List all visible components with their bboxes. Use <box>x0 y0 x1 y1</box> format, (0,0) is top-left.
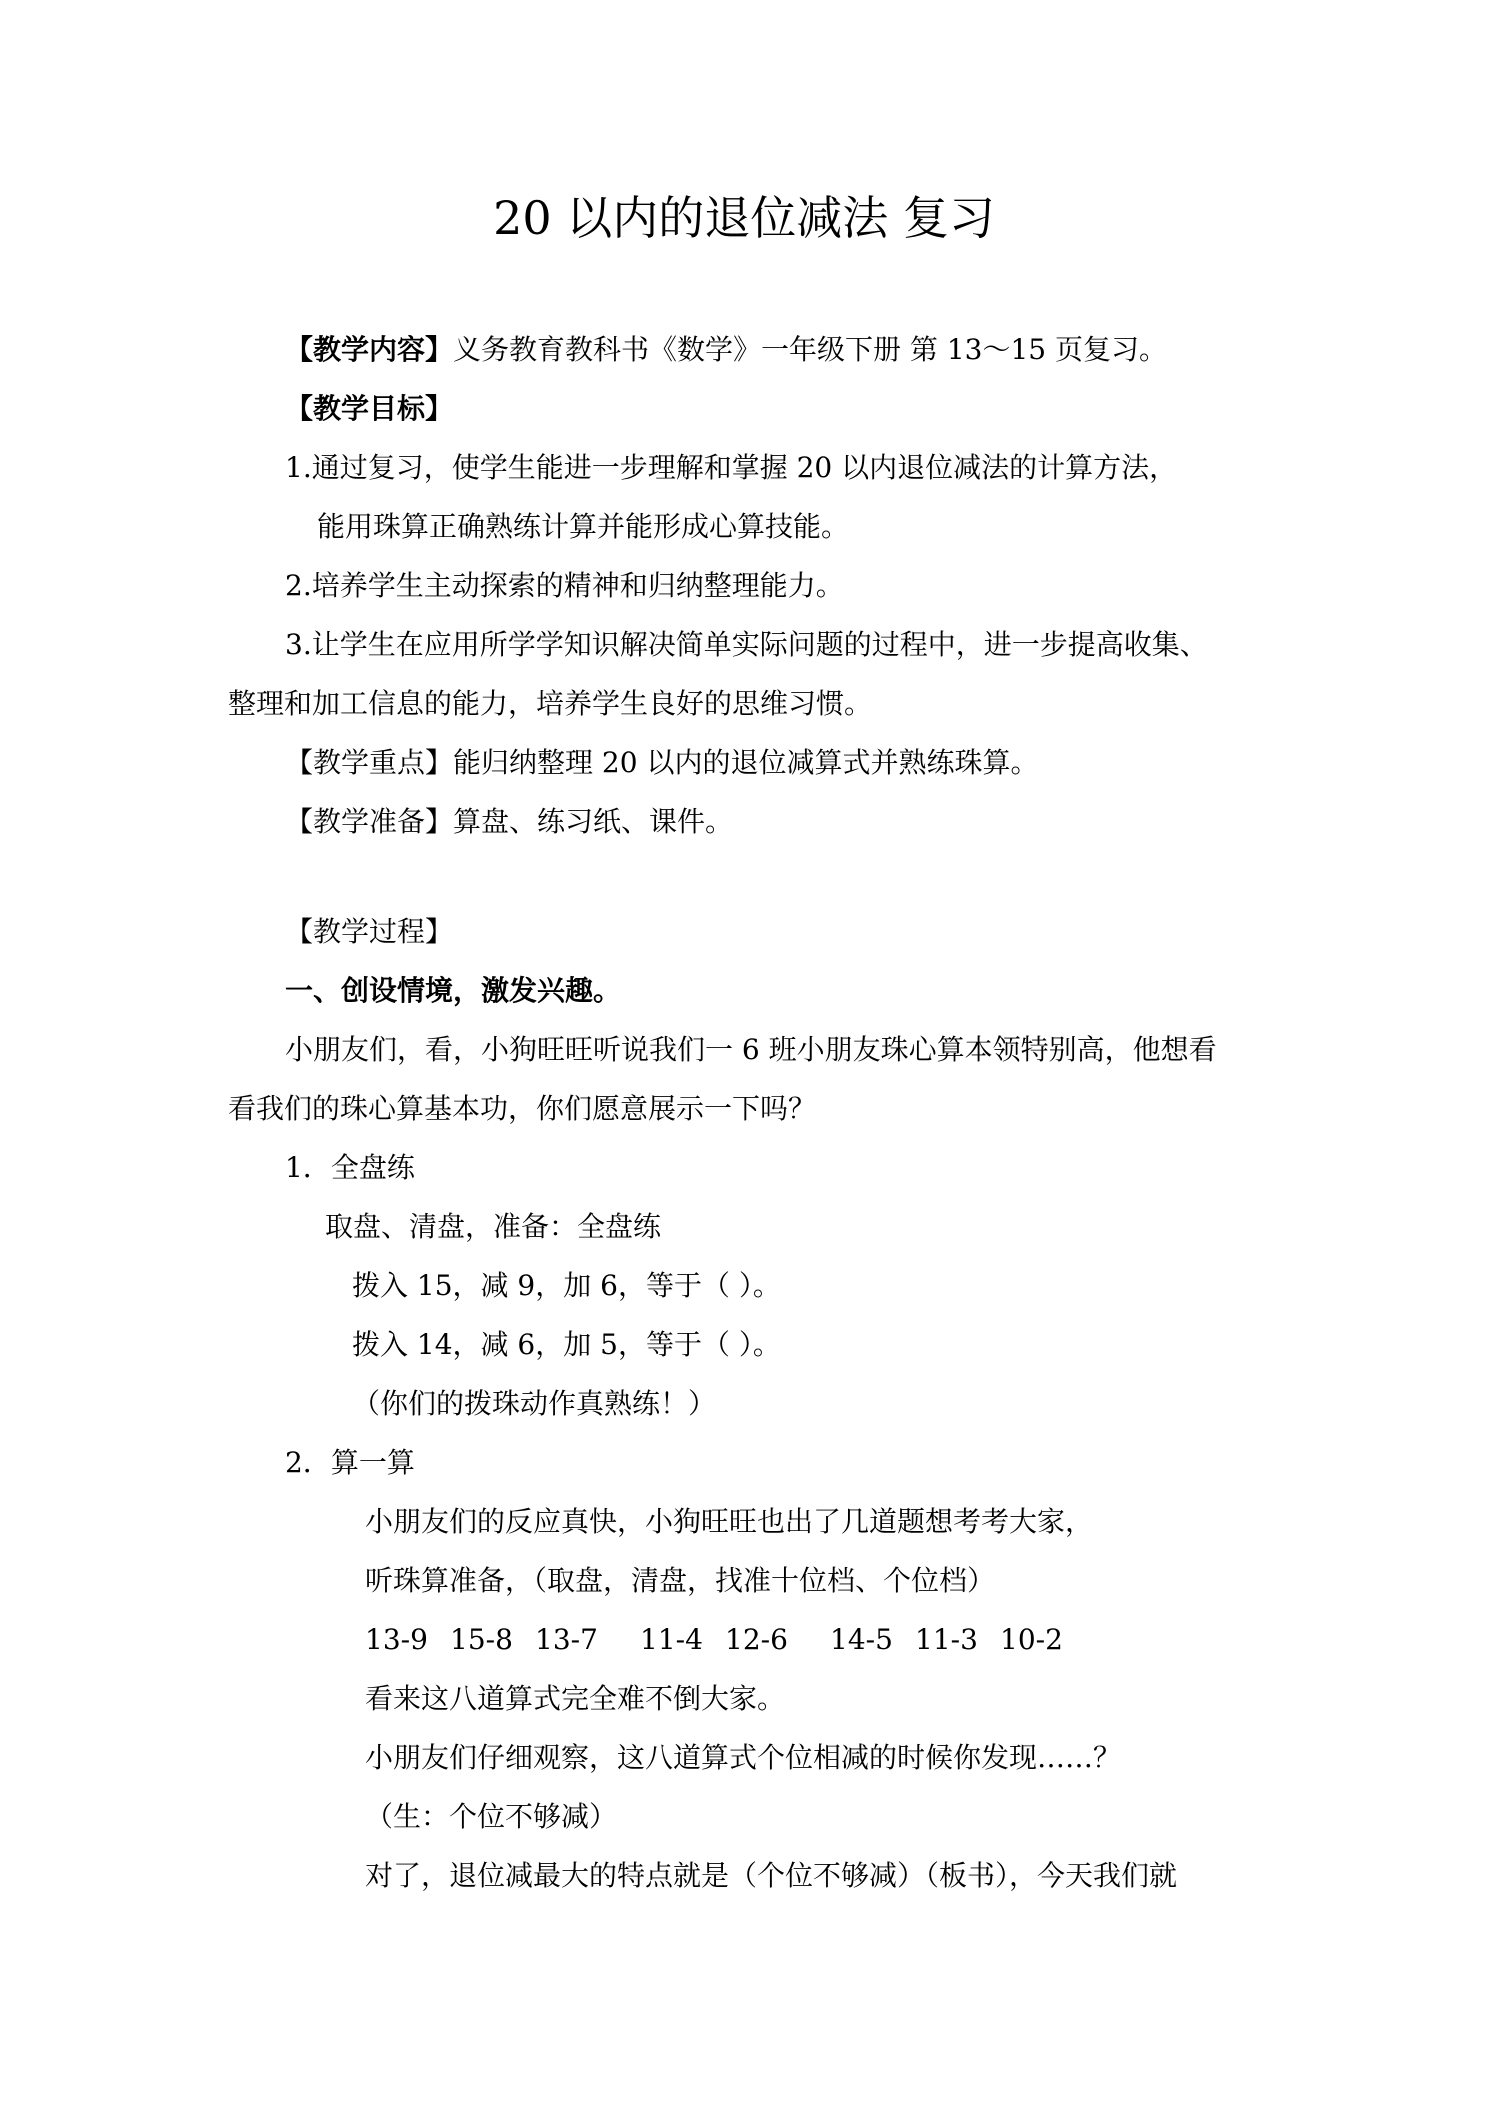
objective-3-line-1: 3.让学生在应用所学学知识解决简单实际问题的过程中，进一步提高收集、 <box>285 628 1208 661</box>
expression-item: 13-9 <box>365 1623 428 1656</box>
step-1-title: 1．全盘练 <box>285 1151 415 1184</box>
expression-item: 12-6 <box>725 1623 788 1656</box>
teaching-content-label: 【教学内容】 <box>285 333 454 366</box>
teaching-objectives-label: 【教学目标】 <box>285 392 454 425</box>
step-1-line-1: 取盘、清盘，准备：全盘练 <box>325 1210 662 1243</box>
objective-3-line-2: 整理和加工信息的能力，培养学生良好的思维习惯。 <box>228 687 873 720</box>
preparation-row <box>285 804 733 840</box>
expression-item: 13-7 <box>535 1623 598 1656</box>
section-1-heading: 一、创设情境，激发兴趣。 <box>285 974 622 1007</box>
step-2-line-2: 听珠算准备，（取盘，清盘，找准十位档、个位档） <box>365 1564 996 1597</box>
intro-line-2: 看我们的珠心算基本功，你们愿意展示一下吗？ <box>228 1092 817 1125</box>
intro-line-1: 小朋友们，看，小狗旺旺听说我们一 6 班小朋友珠心算本领特别高，他想看 <box>285 1033 1217 1066</box>
key-point-text: 能归纳整理 20 以内的退位减算式并熟练珠算。 <box>453 746 1039 779</box>
step-1-line-3: 拨入 14，减 6，加 5，等于（ ）。 <box>352 1328 781 1361</box>
expression-item: 10-2 <box>1000 1623 1063 1656</box>
preparation-text: 算盘、练习纸、课件。 <box>453 805 734 838</box>
objective-1-line-1: 1.通过复习，使学生能进一步理解和掌握 20 以内退位减法的计算方法， <box>285 451 1178 484</box>
key-point-label: 【教学重点】 <box>285 746 454 779</box>
expression-item: 15-8 <box>450 1623 513 1656</box>
step-1-line-4: （你们的拨珠动作真熟练！） <box>352 1387 717 1420</box>
step-2-line-1: 小朋友们的反应真快，小狗旺旺也出了几道题想考考大家， <box>365 1505 1094 1538</box>
step-2-title: 2．算一算 <box>285 1446 415 1479</box>
objective-1-line-2: 能用珠算正确熟练计算并能形成心算技能。 <box>317 510 850 543</box>
step-2-line-6: 对了，退位减最大的特点就是（个位不够减）（板书），今天我们就 <box>365 1859 1178 1892</box>
objective-2: 2.培养学生主动探索的精神和归纳整理能力。 <box>285 569 844 602</box>
step-2-line-3: 看来这八道算式完全难不倒大家。 <box>365 1682 786 1715</box>
step-2-line-4: 小朋友们仔细观察，这八道算式个位相减的时候你发现……？ <box>365 1741 1122 1774</box>
teaching-process-label: 【教学过程】 <box>285 915 454 948</box>
teaching-content-row <box>285 332 1167 368</box>
preparation-label: 【教学准备】 <box>285 805 454 838</box>
document-title: 20 以内的退位减法 复习 <box>493 191 995 245</box>
expression-item: 14-5 <box>830 1623 893 1656</box>
step-2-line-5: （生：个位不够减） <box>365 1800 618 1833</box>
step-1-line-2: 拨入 15，减 9，加 6，等于（ ）。 <box>352 1269 781 1302</box>
expression-item: 11-4 <box>640 1623 703 1656</box>
expression-item: 11-3 <box>915 1623 978 1656</box>
teaching-content-text: 义务教育教科书《数学》一年级下册 第 13～15 页复习。 <box>453 333 1167 366</box>
key-point-row <box>285 745 1038 781</box>
expression-list <box>365 1622 1063 1658</box>
